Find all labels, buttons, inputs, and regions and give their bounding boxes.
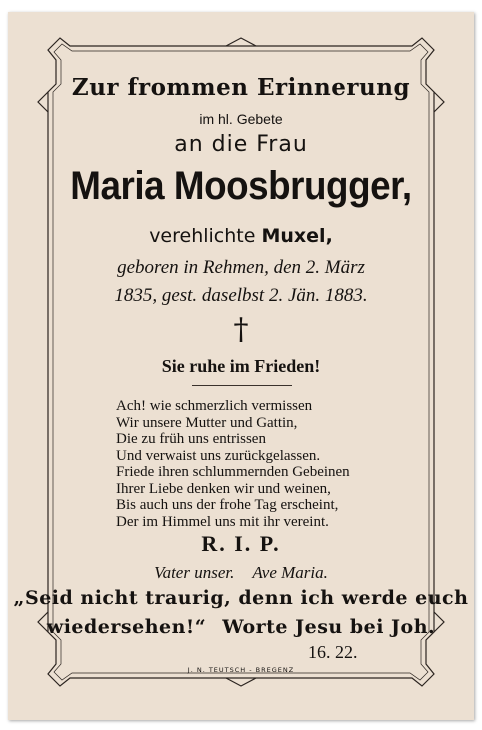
verse-reference: 16. 22. [308,642,358,662]
poem-line: Wir unsere Mutter und Gattin, [116,414,298,431]
poem-line: Die zu früh uns entrissen [116,431,266,447]
poem-line: Der im Himmel uns mit ihr vereint. [116,513,329,530]
gebete-line: im hl. Gebete [199,111,283,127]
poem-line: Bis auch uns der frohe Tag erscheint, [116,497,339,513]
vater-unser: Vater unser. [154,563,235,582]
divider [192,385,292,386]
married-surname: Muxel, [261,225,333,247]
rip: R. I. P. [201,531,281,556]
quote-line-1: „Seid nicht traurig, denn ich werde euch [13,587,469,609]
poem-line: Ach! wie schmerzlich vermissen [116,398,313,414]
married-name-line [8,225,474,247]
cross-icon: † [233,312,249,347]
quote-attribution: Worte Jesu bei Joh. [222,616,436,638]
ave-maria: Ave Maria. [252,563,328,582]
birth-line: geboren in Rehmen, den 2. März [117,257,365,278]
printer-imprint: J. N. TEUTSCH - BREGENZ [187,666,295,674]
an-die-frau-line: an die Frau [174,132,308,157]
poem-line: Ihrer Liebe denken wir und weinen, [116,480,331,497]
prayers-line [8,563,474,583]
heading: Zur frommen Erinnerung [71,74,411,101]
poem-line: Friede ihren schlummernden Gebeinen [116,464,350,480]
poem-line: Und verwaist uns zurückgelassen. [116,447,321,464]
quote-line-2 [8,616,474,638]
married-prefix: verehlichte [149,225,256,247]
memorial-card [8,12,474,720]
rest-in-peace: Sie ruhe im Frieden! [161,356,321,376]
deceased-name: Maria Moosbrugger, [70,164,412,208]
quote-end: wiedersehen!“ [46,616,207,638]
poem [116,398,350,530]
death-line: 1835, gest. daselbst 2. Jän. 1883. [114,285,368,306]
